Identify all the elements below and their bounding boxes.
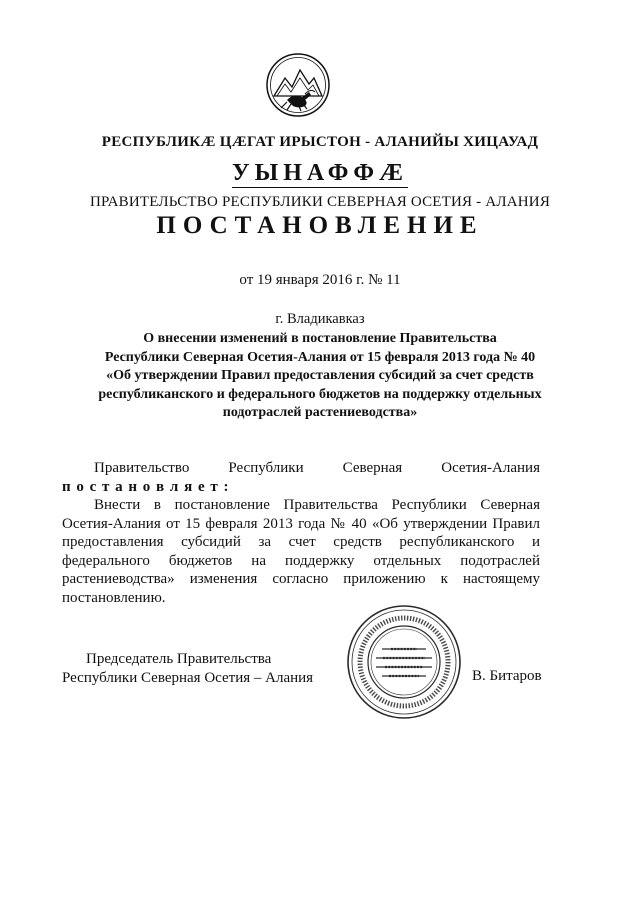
signatory-position: [62, 650, 313, 688]
official-stamp: [345, 603, 463, 721]
document-type-title: ПОСТАНОВЛЕНИЕ: [156, 212, 484, 239]
subject-line: «Об утверждении Правил предоставления субсидий за счет средств: [106, 368, 534, 383]
header-russian-government: ПРАВИТЕЛЬСТВО РЕСПУБЛИКИ СЕВЕРНАЯ ОСЕТИЯ - АЛАНИЯ: [89, 194, 551, 210]
paragraph-line: Внести в постановление Правительства Республики Северная: [94, 497, 540, 513]
document-subject: [0, 330, 640, 423]
paragraph-line: Осетия-Алания от 15 февраля 2013 года № 40 «Об утверждении Правил: [62, 515, 540, 532]
decree-paragraph: [62, 496, 540, 607]
city-line: г. Владикавказ: [275, 311, 365, 327]
intro-word: Правительство: [94, 460, 190, 476]
decree-word: п о с т а н о в л я е т :: [62, 478, 230, 495]
header-ossetian-decree-text: УЫНАФФÆ: [232, 160, 408, 186]
signatory-position-line: Председатель Правительства: [86, 651, 272, 667]
subject-line: подотраслей растениеводства»: [222, 405, 418, 420]
paragraph-line: предоставления субсидий за счет средств республиканского и: [62, 534, 540, 550]
subject-line: Республики Северная Осетия-Алания от 15 февраля 2013 года № 40: [104, 349, 536, 365]
header-ossetian-decree: [0, 160, 640, 187]
header-ossetian-government: РЕСПУБЛИКÆ ЦÆГАТ ИРЫСТОН - АЛАНИЙЫ ХИЦАУАД: [101, 134, 539, 150]
intro-word: Республики: [228, 460, 304, 476]
signatory-name: В. Битаров: [472, 668, 542, 684]
coat-of-arms-icon: [265, 52, 331, 118]
paragraph-line: федерального бюджетов на поддержку отдельных подотраслей: [62, 552, 540, 569]
date-number-line: от 19 января 2016 г. № 11: [239, 272, 401, 288]
subject-line: республиканского и федерального бюджетов на поддержку отдельных: [98, 386, 542, 402]
intro-word: Осетия-Алания: [441, 460, 540, 476]
paragraph-line: постановлению.: [62, 589, 166, 606]
paragraph-line: растениеводства» изменения согласно приложению к настоящему: [62, 571, 540, 587]
intro-word: Северная: [342, 460, 403, 476]
decree-intro: [62, 459, 540, 496]
signatory-position-line: Республики Северная Осетия – Алания: [62, 670, 314, 686]
subject-line: О внесении изменений в постановление Правительства: [143, 331, 497, 346]
